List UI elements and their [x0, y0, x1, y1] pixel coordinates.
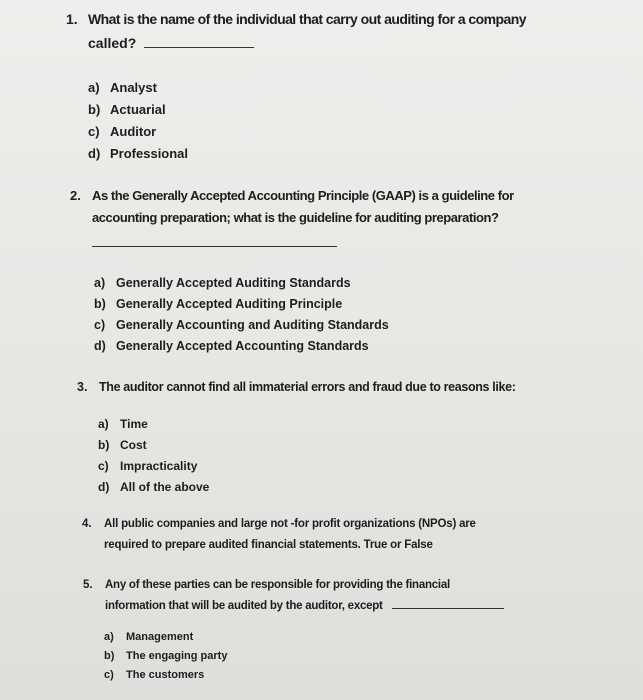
list-item: [94, 273, 389, 294]
question-number: 4.: [82, 518, 92, 530]
question-text-line: All public companies and large not -for profit organizations (NPOs) are: [104, 518, 476, 530]
list-item: [88, 99, 188, 121]
question-number: 5.: [83, 579, 93, 591]
list-item: [88, 121, 188, 143]
option-text: Time: [120, 417, 148, 431]
list-item: [94, 315, 389, 336]
list-item: [104, 647, 227, 666]
question-text-line: Any of these parties can be responsible for providing the financial: [105, 579, 450, 591]
option-letter: b): [104, 650, 115, 662]
question-text-line: information that will be audited by the auditor, except: [105, 600, 383, 612]
question-text-line: required to prepare audited financial statements. True or False: [104, 539, 433, 551]
question-3-options: [98, 414, 209, 498]
question-number: 3.: [77, 380, 88, 394]
option-text: Actuarial: [110, 102, 166, 117]
option-letter: a): [88, 80, 100, 95]
question-2: [70, 185, 630, 255]
option-letter: b): [94, 297, 106, 311]
option-text: Cost: [120, 438, 147, 452]
question-1-options: [88, 77, 188, 165]
question-text-line: accounting preparation; what is the guideline for auditing preparation?: [92, 210, 499, 225]
option-letter: c): [104, 669, 114, 681]
answer-blank: [144, 34, 254, 48]
option-text: Analyst: [110, 80, 157, 95]
option-letter: a): [98, 417, 109, 431]
option-text: Impracticality: [120, 459, 198, 473]
list-item: [88, 143, 188, 165]
question-4: [82, 514, 622, 560]
list-item: [98, 414, 209, 435]
question-1: [66, 9, 626, 55]
question-number: 1.: [66, 11, 78, 27]
option-text: Generally Accepted Accounting Standards: [116, 339, 369, 353]
question-text-line: What is the name of the individual that carry out auditing for a company: [88, 11, 527, 27]
option-letter: a): [104, 631, 114, 643]
option-letter: d): [98, 480, 110, 494]
list-item: [88, 77, 188, 99]
question-5-options: [104, 628, 227, 685]
question-2-options: [94, 273, 389, 357]
option-letter: b): [88, 102, 101, 117]
option-letter: c): [98, 459, 109, 473]
question-number: 2.: [70, 188, 81, 203]
option-letter: c): [94, 318, 106, 332]
option-text: Auditor: [110, 124, 157, 139]
option-text: Management: [126, 631, 194, 643]
option-letter: c): [88, 124, 100, 139]
option-letter: d): [88, 146, 101, 161]
option-text: All of the above: [120, 480, 210, 494]
list-item: [94, 294, 389, 315]
list-item: [94, 336, 389, 357]
option-text: Generally Accounting and Auditing Standards: [116, 318, 389, 332]
answer-blank: [392, 595, 504, 609]
option-text: Professional: [110, 146, 189, 161]
option-letter: a): [94, 276, 106, 290]
list-item: [104, 666, 227, 685]
answer-blank: [92, 233, 337, 247]
option-text: Generally Accepted Auditing Principle: [116, 297, 343, 311]
option-letter: b): [98, 438, 110, 452]
list-item: [98, 456, 209, 477]
option-text: Generally Accepted Auditing Standards: [116, 276, 351, 290]
list-item: [98, 477, 209, 498]
option-text: The engaging party: [126, 650, 228, 662]
list-item: [104, 628, 227, 647]
question-3: [77, 377, 627, 401]
question-text-line: called?: [88, 35, 137, 51]
option-letter: d): [94, 339, 106, 353]
question-5: [83, 575, 623, 621]
question-text-line: As the Generally Accepted Accounting Principle (GAAP) is a guideline for: [92, 188, 514, 203]
question-text-line: The auditor cannot find all immaterial errors and fraud due to reasons like:: [99, 380, 516, 394]
option-text: The customers: [126, 669, 205, 681]
list-item: [98, 435, 209, 456]
